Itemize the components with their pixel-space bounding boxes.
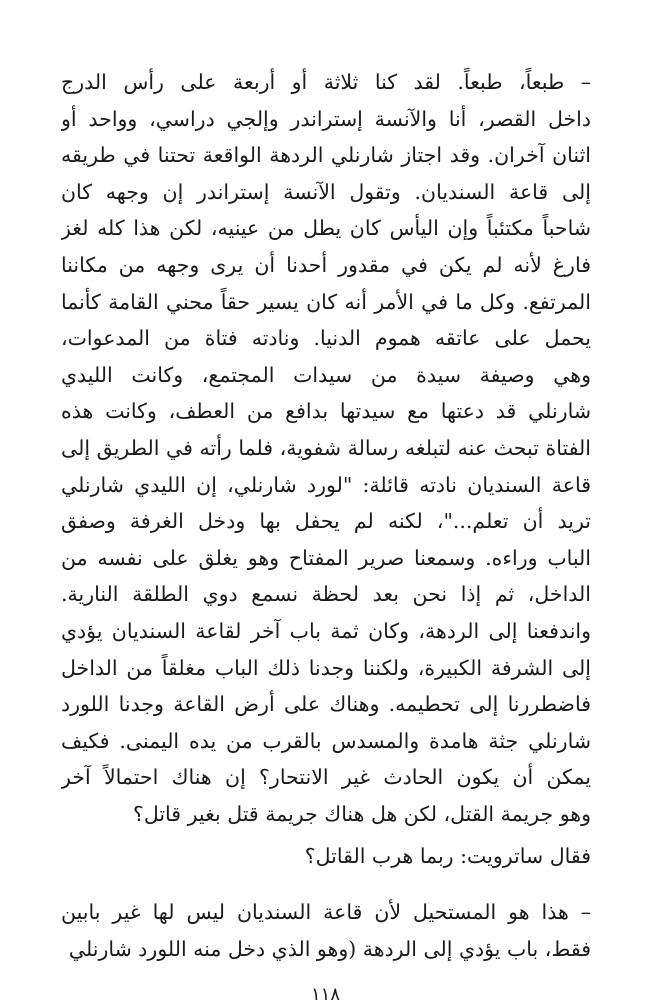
text-line: قاعة السنديان نادته قائلة: "لورد شارنلي، إن الليدي شارنلي xyxy=(61,472,591,497)
text-line: الباب وراءه. وسمعنا صرير المفتاح وهو يغلق على نفسه من xyxy=(61,545,591,570)
text-line: فاضطررنا إلى تحطيمه. وهناك على أرض القاعة وجدنا اللورد xyxy=(61,692,591,717)
paragraph-dialogue-account xyxy=(61,64,591,832)
text-line: وهي وصيفة سيدة من سيدات المجتمع، وكانت الليدي xyxy=(61,362,591,387)
paragraph-satterthwaite-question xyxy=(61,838,591,875)
text-line: شاحباً مكتئباً وإن اليأس كان يطل من عينيه، لكن هذا كله لغز xyxy=(61,216,591,241)
text-line: – طبعاً، طبعاً. لقد كنا ثلاثة أو أربعة على رأس الدرج xyxy=(61,70,591,94)
page-number: ١١٨ xyxy=(310,984,340,1000)
text-line: واندفعنا إلى الردهة، وكان ثمة باب آخر لقاعة السنديان يؤدي xyxy=(61,618,591,643)
text-line: الداخل، ثم إذا نحن بعد لحظة نسمع دوي الطلقة النارية. xyxy=(61,582,591,607)
text-line: فقال ساترويت: ربما هرب القاتل؟ xyxy=(304,844,591,868)
text-line: شارنلي جثة هامدة والمسدس بالقرب من يده اليمنى. فكيف xyxy=(61,728,591,753)
text-line: داخل القصر، أنا والآنسة إستراندر وإلجي دراسي، وواحد أو xyxy=(61,106,591,131)
text-line: المرتفع. وكل ما في الأمر أنه كان يسير حقاً محني القامة كأنما xyxy=(61,289,591,314)
text-line: يمكن أن يكون الحادث غير الانتحار؟ إن هناك احتمالاً آخر xyxy=(61,765,591,790)
text-line: شارنلي قد دعتها مع سيدتها بدافع من العطف، وكانت هذه xyxy=(61,399,591,424)
paragraph-impossible-reply xyxy=(61,894,591,967)
text-line: فارغ لأنه لم يكن في مقدور أحدنا أن يرى وجهه من مكاننا xyxy=(61,252,591,277)
text-line: اثنان آخران. وقد اجتاز شارنلي الردهة الواقعة تحتنا في طريقه xyxy=(61,143,591,168)
text-line: تريد أن تعلم..."، لكنه لم يحفل بها ودخل الغرفة وصفق xyxy=(61,509,591,534)
text-line: وهو جريمة القتل، لكن هل هناك جريمة قتل بغير قاتل؟ xyxy=(132,801,591,826)
text-line: إلى الشرفة الكبيرة، ولكننا وجدنا ذلك الباب مغلقاً من الداخل xyxy=(61,655,591,680)
text-line: – هذا هو المستحيل لأن قاعة السنديان ليس لها غير بابين xyxy=(61,900,591,924)
text-line: يحمل على عاتقه هموم الدنيا. ونادته فتاة من المدعوات، xyxy=(61,326,591,351)
text-line: الفتاة تبحث عنه لتبلغه رسالة شفوية، فلما رأته في الطريق إلى xyxy=(61,435,591,460)
text-line: فقط، باب يؤدي إلى الردهة (وهو الذي دخل منه اللورد شارنلي xyxy=(68,936,591,961)
text-line: إلى قاعة السنديان. وتقول الآنسة إستراندر إن وجهه كان xyxy=(61,179,591,204)
